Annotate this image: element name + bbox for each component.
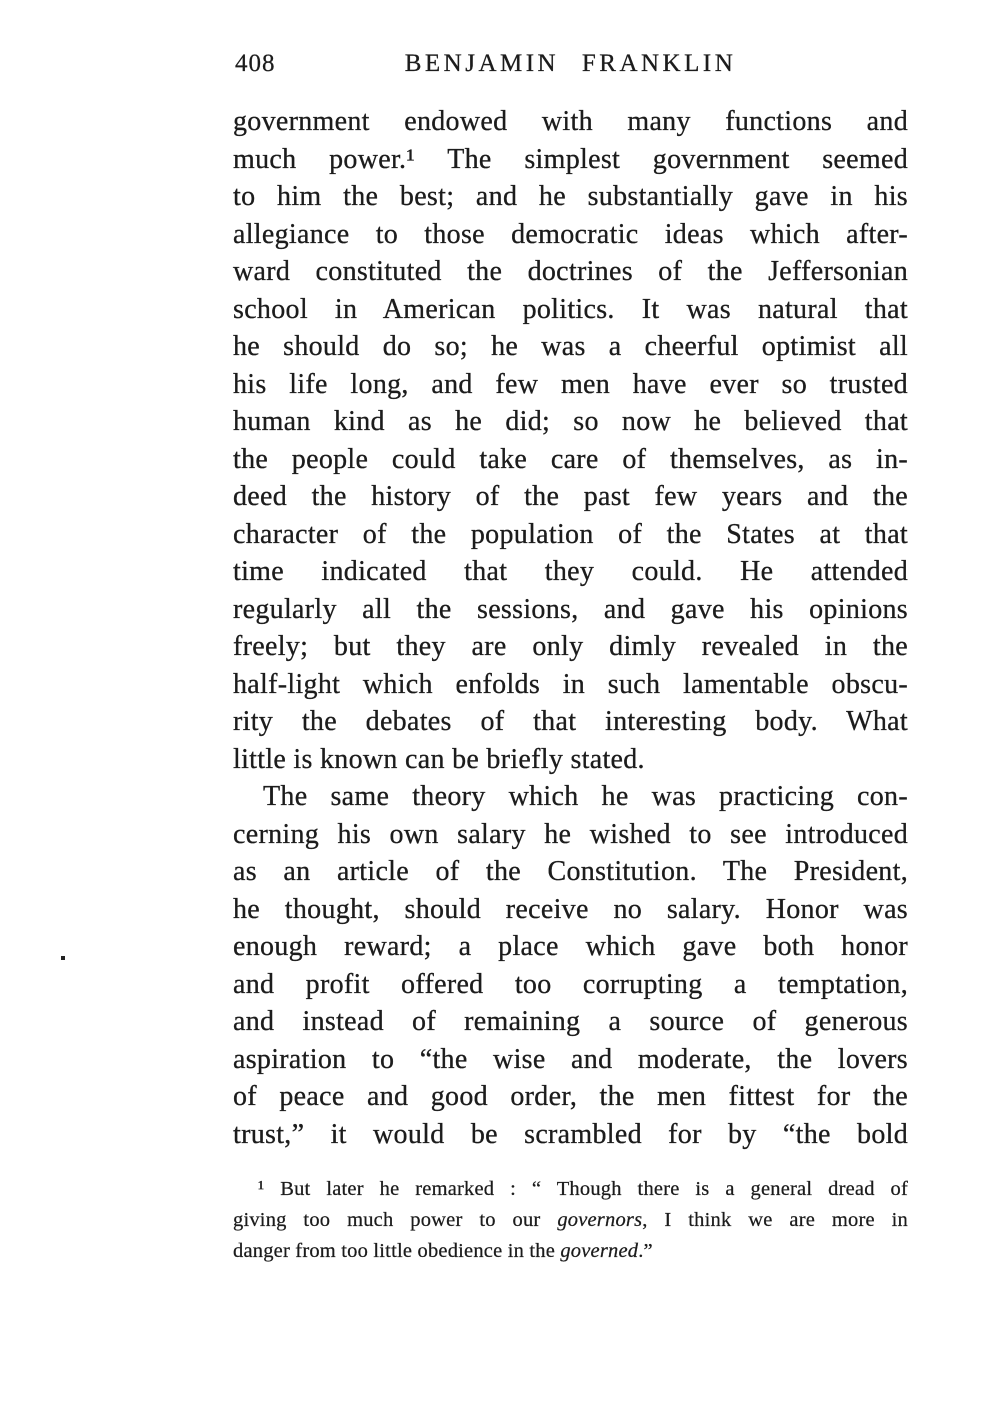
- text-segment: he should do so; he was a cheerful optimist all: [233, 331, 908, 362]
- text-segment: rity the debates of that interesting body. What: [233, 706, 908, 737]
- italic-text: governors: [557, 1209, 643, 1231]
- text-segment: allegiance to those democratic ideas which after-: [233, 218, 908, 250]
- text-segment: half-light which enfolds in such lamentable obscu-: [233, 668, 908, 700]
- text-line: [233, 553, 908, 591]
- text-line: [233, 1041, 908, 1079]
- text-line: [233, 253, 908, 291]
- text-line: [233, 741, 908, 779]
- text-segment: character of the population of the States at that: [233, 518, 908, 550]
- text-segment: danger from too little obedience in the: [233, 1240, 561, 1262]
- text-line: [233, 628, 908, 666]
- text-segment: .”: [638, 1240, 653, 1262]
- text-line: [233, 366, 908, 404]
- text-segment: giving too much power to our: [233, 1209, 558, 1231]
- text-segment: aspiration to “the wise and moderate, the lovers: [233, 1043, 908, 1075]
- text-line: [233, 853, 908, 891]
- text-segment: regularly all the sessions, and gave his opinions: [233, 593, 908, 625]
- text-line: [233, 1236, 908, 1267]
- text-segment: ¹ But later he remarked : “ Though there is a general dread of: [258, 1178, 908, 1200]
- text-segment: trust,” it would be scrambled for by “the bold: [233, 1118, 908, 1150]
- body-text-block: [233, 103, 908, 1153]
- text-line: [233, 178, 908, 216]
- text-line: [233, 516, 908, 554]
- page-number: 408: [235, 50, 276, 77]
- text-line: [233, 778, 908, 816]
- text-segment: of peace and good order, the men fittest for the: [233, 1081, 908, 1112]
- text-segment: ward constituted the doctrines of the Jeffersonian: [233, 256, 908, 287]
- text-segment: the people could take care of themselves, as in-: [233, 443, 908, 475]
- scan-speck-artifact: [61, 956, 65, 960]
- text-line: [233, 1078, 908, 1116]
- italic-text: governed: [560, 1240, 639, 1262]
- text-line: [233, 1174, 908, 1205]
- text-line: [233, 928, 908, 966]
- text-line: [233, 816, 908, 854]
- text-segment: , I think we are more in: [642, 1209, 909, 1231]
- text-line: [233, 1205, 908, 1236]
- text-segment: he thought, should receive no salary. Honor was: [233, 893, 908, 925]
- running-header: BENJAMIN FRANKLIN: [404, 50, 737, 77]
- text-segment: time indicated that they could. He attended: [233, 556, 908, 587]
- text-segment: and instead of remaining a source of generous: [233, 1006, 908, 1037]
- text-segment: as an article of the Constitution. The President,: [233, 856, 908, 887]
- text-segment: school in American politics. It was natural that: [233, 293, 908, 325]
- text-line: [233, 891, 908, 929]
- text-line: [233, 403, 908, 441]
- text-line: [233, 666, 908, 704]
- text-line: [233, 291, 908, 329]
- text-segment: deed the history of the past few years and the: [233, 481, 908, 512]
- text-segment: The same theory which he was practicing con-: [263, 781, 908, 812]
- text-line: [233, 703, 908, 741]
- text-line: [233, 103, 908, 141]
- text-line: [233, 591, 908, 629]
- page-header-row: [233, 50, 908, 80]
- text-segment: and profit offered too corrupting a temptation,: [233, 968, 908, 1000]
- text-segment: enough reward; a place which gave both honor: [233, 931, 908, 962]
- text-line: [233, 1003, 908, 1041]
- text-segment: his life long, and few men have ever so trusted: [233, 368, 908, 400]
- text-line: [233, 141, 908, 179]
- text-line: [233, 441, 908, 479]
- footnote-block: [233, 1174, 908, 1267]
- text-segment: much power.¹ The simplest government seemed: [233, 143, 908, 175]
- text-segment: human kind as he did; so now he believed that: [233, 406, 908, 437]
- text-segment: government endowed with many functions and: [233, 106, 908, 137]
- text-segment: cerning his own salary he wished to see introduced: [233, 818, 908, 850]
- text-line: [233, 216, 908, 254]
- text-segment: freely; but they are only dimly revealed in the: [233, 631, 908, 662]
- text-line: [233, 478, 908, 516]
- text-line: [233, 328, 908, 366]
- text-segment: to him the best; and he substantially gave in his: [233, 181, 908, 212]
- text-line: [233, 1116, 908, 1154]
- text-segment: little is known can be briefly stated.: [233, 743, 645, 775]
- text-line: [233, 966, 908, 1004]
